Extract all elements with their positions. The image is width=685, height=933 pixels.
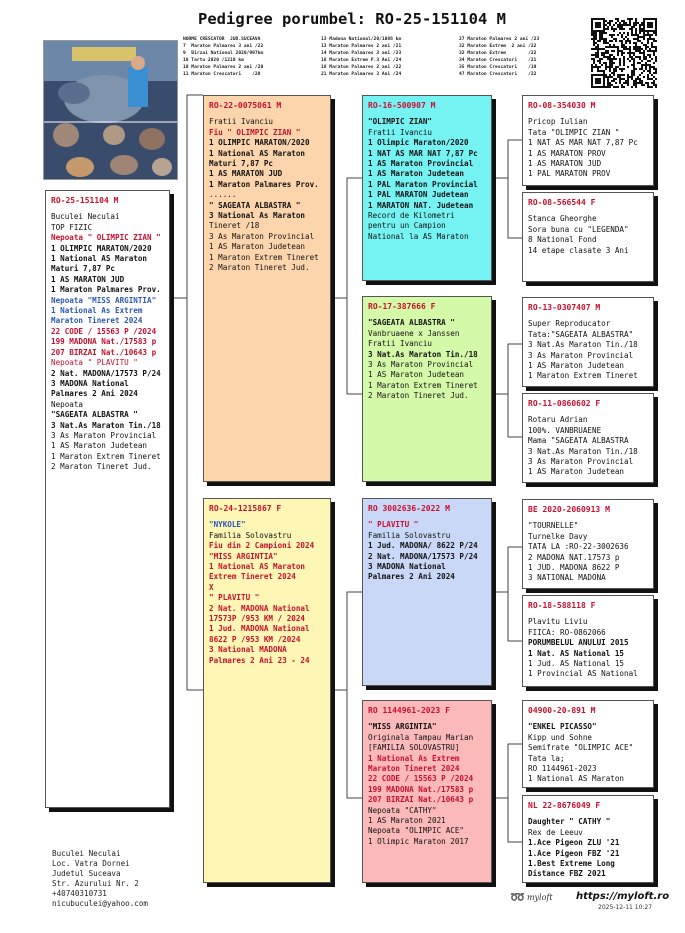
pedigree-line: Tineret /18 bbox=[209, 221, 260, 231]
pedigree-line: 3 As Maraton Provincial bbox=[528, 457, 634, 467]
pedigree-line: "MISS ARGINTIA" bbox=[209, 551, 278, 561]
pedigree-line: ...... bbox=[209, 190, 237, 200]
footer-url-link[interactable]: https://myloft.ro bbox=[576, 891, 670, 902]
pedigree-line: 1 National As Extrem bbox=[368, 753, 460, 763]
pedigree-line: 3 MADONA National bbox=[51, 378, 129, 388]
pedigree-line: Pricop Iulian bbox=[528, 117, 588, 127]
pedigree-line: 1 Olimpic Maraton 2017 bbox=[368, 836, 469, 846]
result-line: 34 Maraton Crescatori /21 bbox=[459, 58, 537, 63]
ring-number: 04900-20-891 M bbox=[528, 706, 596, 715]
pedigree-line: 1 OLIMPIC MARATON/2020 bbox=[209, 138, 310, 148]
pedigree-line: 1 AS Maraton Judetean bbox=[368, 169, 465, 179]
pedigree-line: "SAGEATA ALBASTRA " bbox=[368, 318, 455, 328]
pedigree-line: 14 etape clasate 3 Ani bbox=[528, 245, 629, 255]
pedigree-line: 1 PAL Maraton Provincial bbox=[368, 179, 478, 189]
pedigree-line: 1 Maraton Palmares Prov. bbox=[209, 179, 319, 189]
pedigree-line: 1 AS Maraton Judetean bbox=[209, 242, 306, 252]
myloft-logo-text: myloft bbox=[526, 892, 553, 902]
result-line: 14 Maraton Palmares 3 ani /23 bbox=[321, 51, 402, 56]
pedigree-line: " PLAVITU " bbox=[368, 520, 419, 530]
grandsire-sire-card[interactable] bbox=[522, 95, 654, 186]
pedigree-line: 2 Maraton Tineret Jud. bbox=[209, 263, 310, 273]
ring-number: RO-13-0307407 M bbox=[528, 303, 601, 312]
pedigree-line: 3 Nat.As Maraton Tin./18 bbox=[51, 420, 161, 430]
pedigree-line: 1 National As Extrem bbox=[51, 306, 143, 316]
pedigree-line: "OLIMPIC ZIAN" bbox=[368, 117, 433, 127]
ring-number: RO-18-588118 F bbox=[528, 601, 596, 610]
pedigree-line: TOP FIZIC bbox=[51, 222, 93, 232]
pedigree-line: [FAMILIA SOLOVASTRU] bbox=[368, 743, 460, 753]
pedigree-line: 1 Jud. AS National 15 bbox=[528, 659, 625, 669]
pedigree-line: 1 AS Maraton Judetean bbox=[51, 441, 148, 451]
pedigree-line: Fratii Ivanciu bbox=[368, 127, 433, 137]
pedigree-line: 199 MADONA Nat./17583 p bbox=[368, 784, 474, 794]
pedigree-line: pentru un Campion bbox=[368, 221, 446, 231]
breeder-line: +40740310731 bbox=[52, 889, 107, 898]
pedigree-line: X bbox=[209, 582, 214, 592]
pedigree-line: 1 JUD. MADONA 8622 P bbox=[528, 563, 620, 573]
ring-number: RO 3002636-2022 M bbox=[368, 504, 450, 513]
pedigree-line: 3 National As Maraton bbox=[209, 211, 306, 221]
pedigree-line: Tata "OLIMPIC ZIAN " bbox=[528, 127, 620, 137]
pedigree-line: 1 AS MARATON JUD bbox=[528, 159, 602, 169]
ring-number: RO-08-566544 F bbox=[528, 198, 596, 207]
pedigree-line: 3 As Maraton Provincial bbox=[209, 231, 315, 241]
pedigree-line: Tata:"SAGEATA ALBASTRA" bbox=[528, 329, 634, 339]
pedigree-line: Rex de Leeuv bbox=[528, 827, 583, 837]
pedigree-line: 2 MADONA NAT.17573 p bbox=[528, 552, 620, 562]
result-line: 10 Maraton Palmares 2 ani /20 bbox=[183, 65, 264, 70]
breeder-line: Loc. Vatra Dornei bbox=[52, 859, 130, 868]
pedigree-line: 1 AS MARATON PROV bbox=[528, 148, 606, 158]
pedigree-line: Stanca Gheorghe bbox=[528, 214, 597, 224]
myloft-logo bbox=[510, 890, 553, 904]
ring-number: RO-24-1215867 F bbox=[209, 504, 282, 513]
pedigree-line: Nepoata "MISS ARGINTIA" bbox=[51, 295, 157, 305]
breeder-line: Judetul Suceava bbox=[52, 869, 121, 878]
pedigree-line: Kipp und Sohne bbox=[528, 732, 593, 742]
ring-number: RO 1144961-2023 F bbox=[368, 706, 450, 715]
pedigree-line: 1 Maraton Palmares Prov. bbox=[51, 285, 161, 295]
result-line: NORME CRESCATOR JUD.SUCEAVA bbox=[183, 37, 261, 42]
pedigree-line: RO 1144961-2023 bbox=[528, 764, 597, 774]
pedigree-line: 207 BIRZAI Nat./10643 p bbox=[51, 347, 157, 357]
pedigree-line: National la AS Maraton bbox=[368, 231, 469, 241]
pedigree-line: Turnelke Davy bbox=[528, 531, 588, 541]
breeder-line: Str. Azurului Nr. 2 bbox=[52, 879, 139, 888]
ring-number: BE 2020-2060913 M bbox=[528, 505, 610, 514]
ring-number: RO-22-0075061 M bbox=[209, 101, 282, 110]
pedigree-line: 1 AS Maraton 2021 bbox=[368, 816, 446, 826]
pedigree-line: 1 Jud. MADONA National bbox=[209, 624, 310, 634]
pedigree-line: 1.Ace Pigeon ZLU '21 bbox=[528, 838, 620, 848]
pedigree-line: 1 NAT AS MAR NAT 7,87 Pc bbox=[528, 138, 638, 148]
pedigree-line: Rotaru Adrian bbox=[528, 415, 588, 425]
pedigree-line: " PLAVITU " bbox=[209, 593, 260, 603]
grandsire-dam-card[interactable] bbox=[522, 192, 654, 282]
pedigree-line: Nepoata "CATHY" bbox=[368, 805, 437, 815]
pedigree-line: 1 Maraton Extrem Tineret bbox=[51, 451, 161, 461]
result-line: 13 Maraton Palmares 2 ani /21 bbox=[321, 44, 402, 49]
pedigree-line: 1 AS Maraton Provincial bbox=[368, 159, 474, 169]
dam-grandsire-sire-card[interactable] bbox=[522, 499, 654, 589]
pedigree-line: Buculei Neculai bbox=[51, 212, 120, 222]
pedigree-line: Super Reproducator bbox=[528, 319, 611, 329]
result-line: 47 Maraton Crescatori /22 bbox=[459, 72, 537, 77]
pedigree-line: Nepoata bbox=[51, 399, 84, 409]
pedigree-line: 1 Provincial AS National bbox=[528, 669, 638, 679]
sire-dam-card[interactable] bbox=[362, 296, 492, 482]
pedigree-line: Mama "SAGEATA ALBASTRA bbox=[528, 436, 629, 446]
result-line: 32 Maraton Extrem 2 ani /22 bbox=[459, 44, 537, 49]
pedigree-line: Daughter " CATHY " bbox=[528, 817, 611, 827]
pedigree-line: 1.Best Extreme Long bbox=[528, 859, 615, 869]
pedigree-line: 1.Ace Pigeon FBZ '21 bbox=[528, 848, 620, 858]
sire-sire-card[interactable] bbox=[362, 95, 492, 281]
pedigree-line: Nepoata " OLIMPIC ZIAN " bbox=[51, 233, 161, 243]
pedigree-line: 3 National MADONA bbox=[209, 645, 287, 655]
pedigree-line: Plavitu Liviu bbox=[528, 617, 588, 627]
pedigree-line: Nepoata "OLIMPIC ACE" bbox=[368, 826, 465, 836]
dam-granddam-sire-card[interactable] bbox=[522, 700, 654, 788]
pedigree-line: 1 AS Maraton Judetean bbox=[368, 370, 465, 380]
pedigree-line: 1 National AS Maraton bbox=[528, 774, 625, 784]
pedigree-line: 2 Nat. MADONA/17573 P/24 bbox=[51, 368, 161, 378]
pedigree-line: 3 Nat.As Maraton Tin./18 bbox=[368, 349, 478, 359]
pedigree-line: 3 As Maraton Provincial bbox=[528, 350, 634, 360]
breeder-line: Buculei Neculai bbox=[52, 849, 121, 858]
ring-number: NL 22-8676049 F bbox=[528, 801, 601, 810]
pedigree-line: Fratii Ivanciu bbox=[209, 117, 274, 127]
sire-card[interactable] bbox=[203, 95, 331, 482]
pedigree-line: 1 Olimpic Maraton/2020 bbox=[368, 138, 469, 148]
result-line: 32 Maraton Extrem /22 bbox=[459, 51, 537, 56]
pedigree-line: 1 Jud. MADONA/ 8622 P/24 bbox=[368, 541, 478, 551]
pedigree-line: Nepoata " PLAVITU " bbox=[51, 358, 138, 368]
pedigree-line: 3 Nat.As Maraton Tin./18 bbox=[528, 340, 638, 350]
pedigree-line: 1 AS Maraton Judetean bbox=[528, 361, 625, 371]
result-line: 27 Maraton Palmares 2 ani /23 bbox=[459, 37, 540, 42]
dam-grandsire-dam-card[interactable] bbox=[522, 595, 654, 687]
pedigree-line: 207 BIRZAI Nat./10643 p bbox=[368, 795, 474, 805]
pedigree-line: Palmares 2 Ani 2024 bbox=[51, 389, 138, 399]
pedigree-line: "TOURNELLE" bbox=[528, 521, 579, 531]
dam-dam-card[interactable] bbox=[362, 700, 492, 883]
pedigree-line: Originala Tampau Marian bbox=[368, 732, 474, 742]
granddam-dam-card[interactable] bbox=[522, 393, 654, 483]
pedigree-line: 1 NAT AS MAR NAT 7,87 Pc bbox=[368, 148, 478, 158]
pedigree-line: 1 Maraton Extrem Tineret bbox=[528, 371, 638, 381]
pedigree-line: Fiu " OLIMPIC ZIAN " bbox=[209, 127, 301, 137]
dam-sire-card[interactable] bbox=[362, 498, 492, 686]
result-line: 18 Maraton Palmares 2 ani /22 bbox=[321, 65, 402, 70]
ring-number: RO-25-151104 M bbox=[51, 196, 119, 205]
dam-card[interactable] bbox=[203, 498, 331, 883]
pedigree-line: 199 MADONA Nat./17583 p bbox=[51, 337, 157, 347]
pedigree-line: Record de Kilometri bbox=[368, 211, 455, 221]
pedigree-line: PORUMBELUL ANULUI 2015 bbox=[528, 638, 629, 648]
ring-number: RO-11-0860602 F bbox=[528, 399, 601, 408]
result-line: 21 Maraton Palmares 3 Ani /24 bbox=[321, 72, 402, 77]
pedigree-line: 1 Maraton Extrem Tineret bbox=[209, 252, 319, 262]
pedigree-line: "SAGEATA ALBASTRA " bbox=[51, 410, 138, 420]
ring-number: RO-17-387666 F bbox=[368, 302, 436, 311]
pedigree-line: 3 As Maraton Provincial bbox=[51, 430, 157, 440]
pedigree-line: Familia Solovastru bbox=[368, 530, 451, 540]
result-line: 13 Madona National/20/1086 km bbox=[321, 37, 402, 42]
subject-pigeon-card[interactable] bbox=[45, 190, 170, 808]
pedigree-line: Tata la; bbox=[528, 753, 565, 763]
pedigree-line: 1 National AS Maraton bbox=[209, 148, 306, 158]
pedigree-line: 3 Nat.As Maraton Tin./18 bbox=[528, 446, 638, 456]
pedigree-line: 1 MARATON NAT. Judetean bbox=[368, 200, 474, 210]
pedigree-line: TATA LA :RO-22-3002636 bbox=[528, 542, 629, 552]
pedigree-line: Maraton Tineret 2024 bbox=[51, 316, 143, 326]
pedigree-line: "NYKOLE" bbox=[209, 520, 246, 530]
result-line: 9 Birzai National 2020/997km bbox=[183, 51, 264, 56]
ring-number: RO-16-500907 M bbox=[368, 101, 436, 110]
pigeon-logo-icon: ➿ bbox=[510, 890, 525, 904]
pedigree-line: FIICA: RO-0862066 bbox=[528, 627, 606, 637]
pedigree-line: 1 AS MARATON JUD bbox=[209, 169, 283, 179]
pedigree-line: 1 AS Maraton Judetean bbox=[528, 467, 625, 477]
pedigree-line: "MISS ARGINTIA" bbox=[368, 722, 437, 732]
pedigree-line: Sora buna cu "LEGENDA" bbox=[528, 224, 629, 234]
pedigree-line: Fiu din 2 Campioni 2024 bbox=[209, 541, 315, 551]
pedigree-line: 1 PAL MARATON Judetean bbox=[368, 190, 469, 200]
result-line: 18 Maraton Extrem P.3 Ani /24 bbox=[321, 58, 402, 63]
breeder-contact bbox=[52, 849, 148, 909]
page-title: Pedigree porumbel: RO-25-151104 M bbox=[198, 10, 506, 28]
pedigree-line: Palmares 2 Ani 2024 bbox=[368, 572, 455, 582]
result-line: 11 Maraton Crescatori /20 bbox=[183, 72, 261, 77]
pedigree-line: 8622 P /953 KM /2024 bbox=[209, 634, 301, 644]
pedigree-line: 1 AS MARATON JUD bbox=[51, 274, 125, 284]
pedigree-line: 1 Nat. AS National 15 bbox=[528, 648, 625, 658]
result-line: 35 Maraton Crescatori /19 bbox=[459, 65, 537, 70]
pedigree-line: 1 National AS Maraton bbox=[209, 562, 306, 572]
pedigree-line: 2 Nat. MADONA National bbox=[209, 603, 310, 613]
pedigree-line: 22 CODE / 15563 P /2024 bbox=[368, 774, 474, 784]
pedigree-line: 3 NATIONAL MADONA bbox=[528, 573, 606, 583]
pedigree-line: Maturi 7,87 Pc bbox=[51, 264, 116, 274]
pedigree-line: Fratii Ivanciu bbox=[368, 339, 433, 349]
pedigree-line: 1 National AS Maraton bbox=[51, 254, 148, 264]
pedigree-line: 2 Maraton Tineret Jud. bbox=[368, 391, 469, 401]
pedigree-line: 100%. VANBRUAENE bbox=[528, 425, 602, 435]
result-line: 7 Maraton Palmares 3 ani /22 bbox=[183, 44, 264, 49]
pedigree-line: Extrem Tineret 2024 bbox=[209, 572, 296, 582]
pedigree-line: Palmares 2 Ani 23 - 24 bbox=[209, 655, 310, 665]
pedigree-line: Familia Solovastru bbox=[209, 530, 292, 540]
dam-granddam-dam-card[interactable] bbox=[522, 795, 654, 883]
ring-number: RO-08-354030 M bbox=[528, 101, 596, 110]
pedigree-line: Maraton Tineret 2024 bbox=[368, 764, 460, 774]
breeder-line: nicubuculei@yahoo.com bbox=[52, 899, 149, 908]
pedigree-line: 1 Maraton Extrem Tineret bbox=[368, 380, 478, 390]
pedigree-line: 1 OLIMPIC MARATON/2020 bbox=[51, 243, 152, 253]
pedigree-line: 17573P /953 KM / 2024 bbox=[209, 614, 306, 624]
footer-timestamp: 2025-12-11 10:27 bbox=[598, 904, 653, 911]
pedigree-line: 22 CODE / 15563 P /2024 bbox=[51, 326, 157, 336]
granddam-sire-card[interactable] bbox=[522, 297, 654, 387]
pedigree-line: Distance FBZ 2021 bbox=[528, 869, 606, 879]
pedigree-line: 8 National Fond bbox=[528, 235, 597, 245]
pedigree-line: Maturi 7,87 Pc bbox=[209, 159, 274, 169]
pedigree-line: 3 As Maraton Provincial bbox=[368, 360, 474, 370]
pedigree-line: " SAGEATA ALBASTRA " bbox=[209, 200, 301, 210]
pedigree-line: 2 Maraton Tineret Jud. bbox=[51, 462, 152, 472]
pedigree-line: 2 Nat. MADONA/17573 P/24 bbox=[368, 551, 478, 561]
pedigree-line: 3 MADONA National bbox=[368, 562, 446, 572]
pedigree-line: Vanbruaene x Janssen bbox=[368, 328, 460, 338]
result-line: 10 Tartu 2020 /1210 km bbox=[183, 58, 244, 63]
pedigree-line: Semifrate "OLIMPIC ACE" bbox=[528, 743, 634, 753]
pedigree-line: "ENKEL PICASSO" bbox=[528, 722, 597, 732]
pedigree-line: 1 PAL MARATON PROV bbox=[528, 169, 611, 179]
